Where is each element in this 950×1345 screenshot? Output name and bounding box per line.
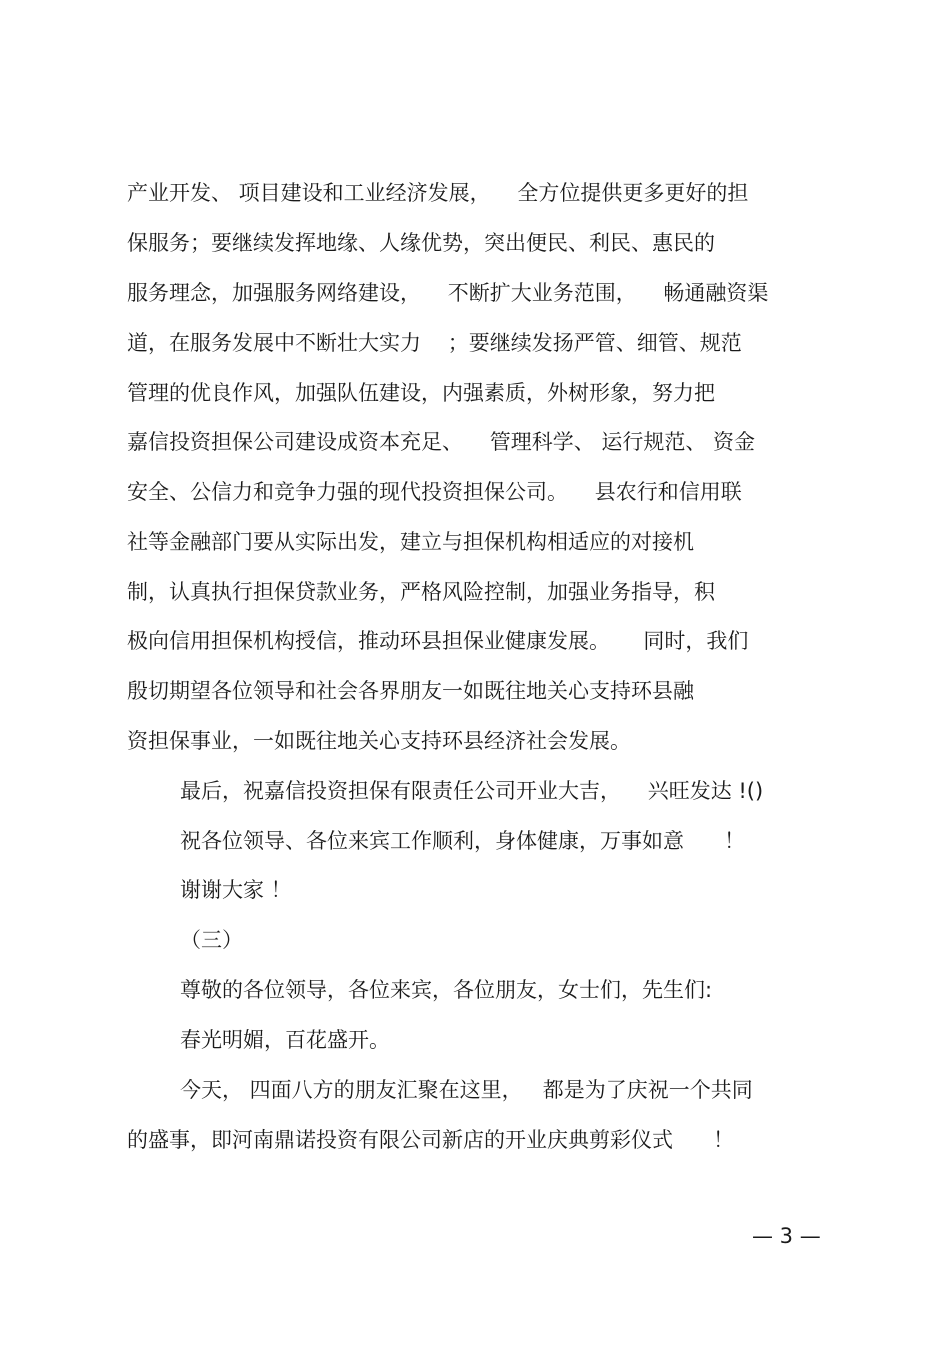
- section-heading: （三）: [180, 928, 243, 952]
- body-line: 今天， 四面八方的朋友汇聚在这里， 都是为了庆祝一个共同: [180, 1078, 753, 1102]
- body-line: 殷切期望各位领导和社会各界朋友一如既往地关心支持环县融: [127, 679, 694, 703]
- body-line: 最后，祝嘉信投资担保有限责任公司开业大吉， 兴旺发达 !(): [180, 779, 764, 803]
- body-line: 制，认真执行担保贷款业务，严格风险控制，加强业务指导，积: [127, 580, 715, 604]
- body-line: 社等金融部门要从实际出发，建立与担保机构相适应的对接机: [127, 530, 694, 554]
- body-line: 产业开发、 项目建设和工业经济发展， 全方位提供更多更好的担: [127, 181, 749, 205]
- body-line: 谢谢大家 ！: [180, 878, 292, 902]
- body-line: 春光明媚，百花盛开。: [180, 1028, 390, 1052]
- body-line: 祝各位领导、各位来宾工作顺利，身体健康，万事如意 ！: [180, 829, 746, 853]
- body-line: 管理的优良作风，加强队伍建设，内强素质，外树形象，努力把: [127, 381, 715, 405]
- body-line: 尊敬的各位领导，各位来宾，各位朋友，女士们，先生们:: [180, 978, 713, 1002]
- body-line: 资担保事业，一如既往地关心支持环县经济社会发展。: [127, 729, 631, 753]
- body-line: 的盛事，即河南鼎诺投资有限公司新店的开业庆典剪彩仪式 ！: [127, 1128, 735, 1152]
- page-number: — 3 —: [752, 1224, 821, 1248]
- body-line: 保服务；要继续发挥地缘、人缘优势，突出便民、利民、惠民的: [127, 231, 715, 255]
- body-line: 服务理念，加强服务网络建设， 不断扩大业务范围， 畅通融资渠: [127, 281, 769, 305]
- body-line: 道，在服务发展中不断壮大实力 ；要继续发扬严管、细管、规范: [127, 331, 742, 355]
- body-line: 嘉信投资担保公司建设成资本充足、 管理科学、 运行规范、 资金: [127, 430, 756, 454]
- body-line: 安全、公信力和竞争力强的现代投资担保公司。 县农行和信用联: [127, 480, 742, 504]
- body-line: 极向信用担保机构授信，推动环县担保业健康发展。 同时，我们: [127, 629, 749, 653]
